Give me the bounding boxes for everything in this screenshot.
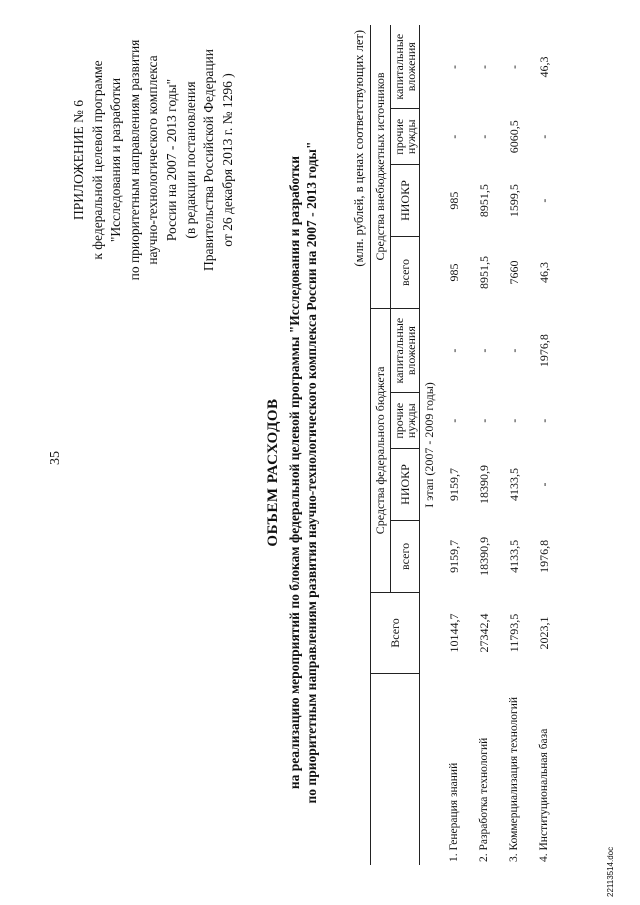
stage-label: I этап (2007 - 2009 годы) <box>422 382 436 508</box>
table-row <box>469 25 499 865</box>
header-n-niokr: НИОКР <box>391 165 420 237</box>
cell-f-niokr: 18390,9 <box>476 465 491 504</box>
cell-f-capital: - <box>506 348 521 353</box>
cell-n-total: 985 <box>446 263 461 282</box>
cell-f-other: - <box>446 418 461 423</box>
appendix-line: ПРИЛОЖЕНИЕ № 6 <box>71 99 86 221</box>
appendix-line: к федеральной целевой программе <box>89 60 105 260</box>
header-n-other: прочие нужды <box>391 109 420 165</box>
cell-n-capital: - <box>476 64 491 69</box>
table-row <box>529 25 559 865</box>
cell-f-other: - <box>506 418 521 423</box>
cell-f-capital: - <box>446 348 461 353</box>
cell-n-capital: 46,3 <box>536 56 551 78</box>
header-f-niokr: НИОКР <box>391 449 420 521</box>
cell-n-niokr: 8951,5 <box>476 184 491 218</box>
header-row-1 <box>371 25 391 865</box>
appendix-line: России на 2007 - 2013 годы" <box>163 78 179 242</box>
header-federal: Средства федерального бюджета <box>371 308 391 592</box>
header-f-other: прочие нужды <box>391 393 420 449</box>
table-row <box>439 25 469 865</box>
appendix-line: по приоритетным направлениям развития <box>126 39 142 281</box>
cell-f-other: - <box>476 418 491 423</box>
header-n-total: всего <box>391 237 420 309</box>
page-number: 35 <box>48 451 63 465</box>
header-n-capital: капитальные вложения <box>391 25 420 109</box>
appendix-line: "Исследования и разработки <box>108 77 124 243</box>
appendix-line: от 26 декабря 2013 г. № 1296 ) <box>219 73 235 247</box>
cell-n-capital: - <box>506 64 521 69</box>
cell-f-niokr: 4133,5 <box>506 468 521 501</box>
cell-f-niokr: - <box>536 482 551 487</box>
stage-row <box>420 25 440 865</box>
header-nonbudget: Средства внебюджетных источников <box>371 25 391 308</box>
cell-total: 10144,7 <box>446 613 461 653</box>
appendix-line: (в редакции постановления <box>182 81 198 239</box>
cell-f-total: 4133,5 <box>506 539 521 573</box>
appendix-line: Правительства Российской Федерации <box>201 49 217 271</box>
table-row <box>499 25 529 865</box>
cell-n-other: 6060,5 <box>506 120 521 154</box>
header-total: Всего <box>371 592 420 673</box>
cell-n-other: - <box>476 134 491 139</box>
cell-n-total: 46,3 <box>536 261 551 283</box>
cell-total: 27342,4 <box>476 613 491 653</box>
cell-n-other: - <box>446 134 461 139</box>
header-f-total: всего <box>391 520 420 592</box>
cell-f-capital: 1976,8 <box>536 334 551 368</box>
cell-total: 2023,1 <box>536 616 551 650</box>
title-line-2: на реализацию мероприятий по блокам федеральной целевой программы "Исследования и разработки <box>287 155 302 790</box>
appendix-header <box>70 35 237 285</box>
cell-n-niokr: 985 <box>446 191 461 210</box>
row-name: 3. Коммерциализация технологий <box>507 696 520 862</box>
title-line-3: по приоритетным направлениям развития научно-технологического комплекса России на 2007 - 2013 годы" <box>304 141 319 804</box>
cell-f-total: 18390,9 <box>476 536 491 576</box>
expenditure-table <box>370 25 559 865</box>
cell-f-total: 1976,8 <box>536 539 551 573</box>
cell-f-niokr: 9159,7 <box>446 468 461 501</box>
cell-total: 11793,5 <box>506 613 521 653</box>
cell-n-capital: - <box>446 64 461 69</box>
row-name: 1. Генерация знаний <box>447 762 460 862</box>
row-name: 2. Разработка технологий <box>477 737 490 862</box>
cell-n-niokr: - <box>536 198 551 203</box>
document-id: 22113514.doc <box>606 846 615 897</box>
row-name: 4. Институциональная база <box>537 728 550 862</box>
cell-n-total: 7660 <box>506 260 521 285</box>
cell-n-total: 8951,5 <box>476 255 491 289</box>
units-note: (млн. рублей, в ценах соответствующих лет) <box>352 30 366 267</box>
appendix-line: научно-технологического комплекса <box>145 55 161 265</box>
title-main: ОБЪЕМ РАСХОДОВ <box>265 398 281 547</box>
document-title <box>265 100 320 845</box>
cell-f-other: - <box>536 418 551 423</box>
cell-f-total: 9159,7 <box>446 539 461 573</box>
cell-n-niokr: 1599,5 <box>506 184 521 218</box>
header-f-capital: капитальные вложения <box>391 308 420 392</box>
cell-f-capital: - <box>476 348 491 353</box>
cell-n-other: - <box>536 134 551 139</box>
